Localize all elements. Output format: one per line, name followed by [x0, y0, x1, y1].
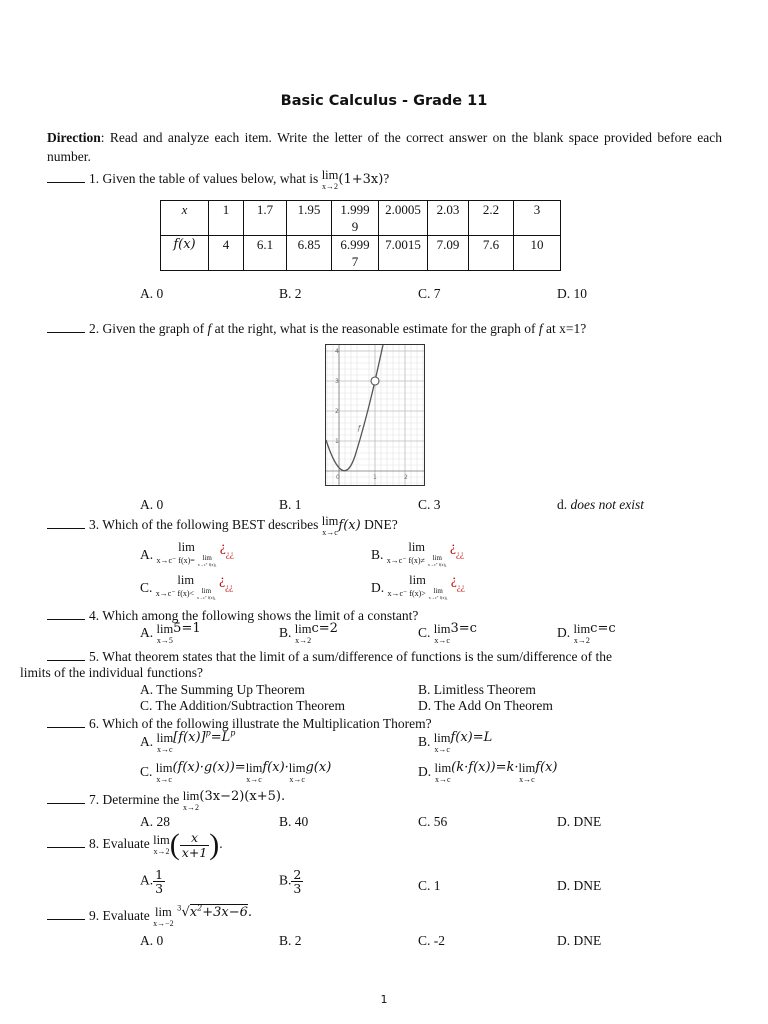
- table-cell: 6.1: [244, 236, 287, 271]
- q9-choice-a[interactable]: A. 0: [140, 933, 164, 948]
- q1-choice-d[interactable]: D. 10: [557, 286, 587, 301]
- q2-suffix: at x=1?: [546, 321, 587, 336]
- question-4: [47, 607, 418, 624]
- answer-blank-4[interactable]: [47, 607, 85, 620]
- q6-text: 6. Which of the following illustrate the Multiplication Thorem?: [89, 716, 432, 731]
- q6-choice-b[interactable]: B. lim x→c f(x)=L: [418, 729, 493, 754]
- direction-label: Direction: [47, 130, 101, 145]
- q5-text-continued: limits of the individual functions?: [20, 665, 203, 680]
- table-header-x: x: [161, 201, 209, 236]
- table-cell: 1: [209, 201, 244, 236]
- direction-text: : Read and analyze each item. Write the letter of the correct answer on the blank space provided before each number.: [47, 130, 722, 164]
- q3-suffix: DNE?: [364, 516, 398, 532]
- answer-blank-8[interactable]: [47, 835, 85, 848]
- q1-choice-a[interactable]: A. 0: [140, 286, 164, 301]
- q2-f2: f: [538, 321, 543, 336]
- q8-paren-left: (: [169, 828, 180, 861]
- q1-prefix: 1. Given the table of values below, what is: [89, 170, 319, 186]
- q8-lim: lim x→2: [153, 833, 170, 856]
- question-7: [47, 790, 285, 812]
- table-cell: 1.999 9: [332, 201, 379, 236]
- q2-choice-b[interactable]: B. 1: [279, 497, 302, 512]
- question-8: 8. Evaluate lim x→2 ( $\frac{x}{x+1}$ ).: [47, 830, 223, 860]
- table-cell: 10: [514, 236, 561, 271]
- table-cell: 7.0015: [379, 236, 428, 271]
- q9-prefix: 9. Evaluate: [89, 907, 150, 923]
- table-cell: 1.7: [244, 201, 287, 236]
- question-5: [47, 648, 612, 665]
- table-header-fx: f(x): [161, 236, 209, 271]
- table-cell: 2.0005: [379, 201, 428, 236]
- q8-choice-b[interactable]: B. $\frac{2}{3}$: [279, 867, 302, 897]
- q7-choice-b[interactable]: B. 40: [279, 814, 309, 829]
- table-cell: 2.03: [428, 201, 469, 236]
- q3-prefix: 3. Which of the following BEST describes: [89, 516, 319, 532]
- table-row: [161, 201, 561, 236]
- q9-choice-b[interactable]: B. 2: [279, 933, 302, 948]
- page-number: 1: [380, 993, 388, 1006]
- answer-blank-6[interactable]: [47, 715, 85, 728]
- q3-choice-a[interactable]: A. lim x→c⁻ f(x)= lim x→c⁺ f(x)¿ ¿¿¿: [140, 538, 234, 567]
- q3-choice-c[interactable]: C. lim x→c⁻ f(x)< lim x→c⁺ f(x)¿ ¿¿¿: [140, 571, 234, 600]
- q2-graph: [325, 344, 425, 486]
- q6-choice-d[interactable]: D. lim x→c (k·f(x))=k·lim x→c f(x): [418, 759, 558, 784]
- q9-radical: $^3√x^2+3x-6$.: [177, 903, 253, 920]
- q6-choice-c[interactable]: C. lim x→c (f(x)·g(x))=lim x→c f(x)·lim x→c g(x): [140, 759, 332, 784]
- q5-choice-b[interactable]: B. Limitless Theorem: [418, 682, 536, 697]
- graph-y-tick: 4: [335, 348, 339, 355]
- q7-choice-d[interactable]: D. DNE: [557, 814, 602, 829]
- answer-blank-5[interactable]: [47, 648, 85, 661]
- q7-choice-a[interactable]: A. 28: [140, 814, 170, 829]
- graph-x-tick: 2: [404, 474, 408, 481]
- q4-text: 4. Which among the following shows the limit of a constant?: [89, 608, 419, 623]
- table-cell: 2.2: [469, 201, 514, 236]
- table-cell: 3: [514, 201, 561, 236]
- q5-choice-a[interactable]: A. The Summing Up Theorem: [140, 682, 305, 697]
- q2-choice-d[interactable]: d. does not exist: [557, 497, 644, 512]
- q2-choice-a[interactable]: A. 0: [140, 497, 164, 512]
- q8-choice-a[interactable]: A. $\frac{1}{3}$: [140, 867, 164, 897]
- q7-lim: lim x→2: [182, 789, 200, 812]
- table-row: [161, 236, 561, 271]
- q7-expr: (3x−2)(x+5).: [199, 788, 286, 804]
- q8-paren-right: ): [209, 828, 220, 861]
- question-3: [47, 515, 398, 537]
- q8-fraction: $\frac{x}{x+1}$: [181, 830, 208, 860]
- graph-y-tick: 3: [335, 378, 339, 385]
- q7-prefix: 7. Determine the: [89, 791, 180, 807]
- question-1: [47, 169, 389, 191]
- question-2: [47, 320, 586, 337]
- q7-choice-c[interactable]: C. 56: [418, 814, 448, 829]
- q5-text: 5. What theorem states that the limit of a sum/difference of functions is the sum/difference of the: [89, 649, 612, 664]
- q5-choice-d[interactable]: D. The Add On Theorem: [418, 698, 553, 713]
- q9-lim: lim x→−2: [153, 905, 174, 928]
- answer-blank-9[interactable]: [47, 907, 85, 920]
- table-cell: 7.6: [469, 236, 514, 271]
- answer-blank-3[interactable]: [47, 516, 85, 529]
- table-cell: 4: [209, 236, 244, 271]
- q4-choice-c[interactable]: C. lim x→c 3=c: [418, 620, 477, 645]
- q1-choice-b[interactable]: B. 2: [279, 286, 302, 301]
- q1-choice-c[interactable]: C. 7: [418, 286, 441, 301]
- q2-prefix: 2. Given the graph of: [89, 321, 205, 336]
- question-6: [47, 715, 432, 732]
- graph-curve-label: f: [358, 425, 361, 432]
- graph-x-tick: 0: [336, 474, 340, 481]
- graph-y-tick: 2: [335, 408, 339, 415]
- q9-choice-c[interactable]: C. -2: [418, 933, 445, 948]
- graph-hole: [371, 377, 379, 385]
- q3-expr: f(x): [338, 517, 361, 533]
- q2-f1: f: [207, 321, 212, 336]
- table-cell: 1.95: [287, 201, 332, 236]
- q2-choice-c[interactable]: C. 3: [418, 497, 441, 512]
- q5-choice-c[interactable]: C. The Addition/Subtraction Theorem: [140, 698, 345, 713]
- graph-x-tick: 1: [373, 474, 377, 481]
- q3-choice-d[interactable]: D. lim x→c⁻ f(x)> lim x→c⁺ f(x)¿ ¿¿¿: [371, 571, 465, 600]
- graph-y-tick: 1: [335, 438, 339, 445]
- q3-lim: lim x→c: [321, 514, 339, 537]
- q9-choice-d[interactable]: D. DNE: [557, 933, 602, 948]
- page-title: Basic Calculus - Grade 11: [280, 93, 488, 109]
- table-cell: 6.85: [287, 236, 332, 271]
- answer-blank-2[interactable]: [47, 320, 85, 333]
- q6-choice-a[interactable]: A. lim x→c $[f(x)]^p=L^p$: [140, 728, 236, 754]
- q1-lim: lim x→2: [321, 168, 339, 191]
- q4-choice-d[interactable]: D. lim x→2 c=c: [557, 620, 616, 645]
- q8-choice-d[interactable]: D. DNE: [557, 878, 602, 893]
- answer-blank-1[interactable]: [47, 170, 85, 183]
- q1-expr: (1+3x): [338, 171, 384, 187]
- table-cell: 6.999 7: [332, 236, 379, 271]
- table-cell: 7.09: [428, 236, 469, 271]
- direction: [47, 128, 722, 166]
- q1-values-table: [160, 200, 561, 271]
- q2-mid: at the right, what is the reasonable estimate for the graph of: [214, 321, 536, 336]
- q8-prefix: 8. Evaluate: [89, 836, 150, 852]
- question-9: [47, 903, 253, 928]
- q4-choice-b[interactable]: B. lim x→2 c=2: [279, 620, 338, 645]
- q1-suffix: ?: [383, 170, 390, 186]
- q3-choice-b[interactable]: B. lim x→c⁻ f(x)≠ lim x→c⁺ f(x)¿ ¿¿¿: [371, 538, 464, 567]
- answer-blank-7[interactable]: [47, 791, 85, 804]
- q4-choice-a[interactable]: A. lim x→5 5=1: [140, 620, 201, 645]
- q8-choice-c[interactable]: C. 1: [418, 878, 441, 893]
